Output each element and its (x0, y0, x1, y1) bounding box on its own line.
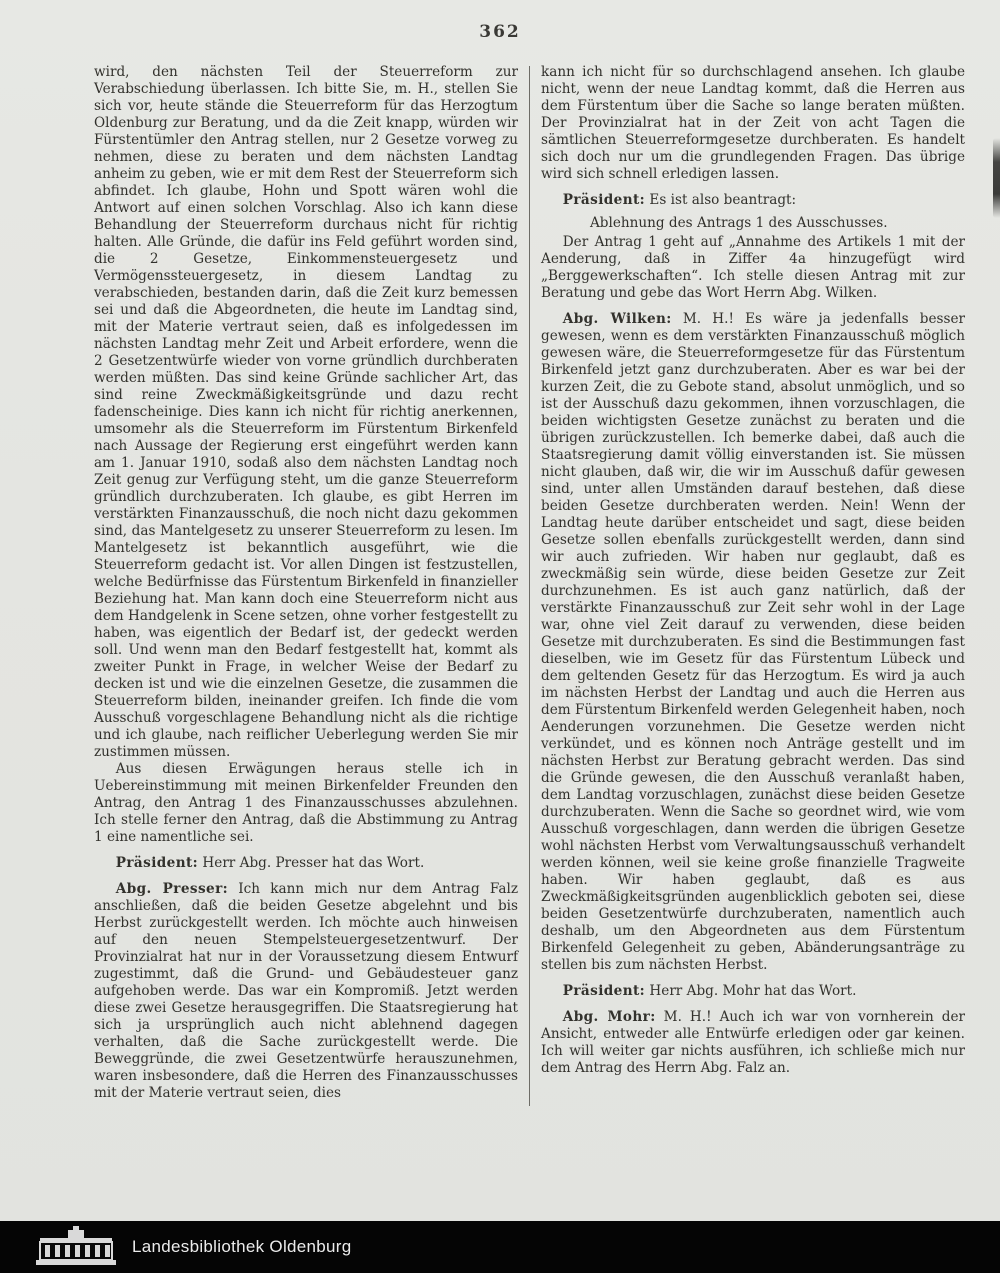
column-divider-rule (529, 66, 530, 1106)
speaker-label: Präsident: (562, 983, 646, 999)
paragraph: Abg. Mohr: M. H.! Auch ich war von vornherein der Ansicht, entweder alle Entwürfe erledigen oder gar keinen. Ich will weiter gar nichts ausführen, ich schließe mich nur dem Antrag des Herrn Abg. Falz an. (541, 1009, 965, 1076)
paragraph: Der Antrag 1 geht auf „Annahme des Artikels 1 mit der Aenderung, daß in Ziffer 4a hinzugefügt wird „Berggewerkschaften“. Ich stelle diesen Antrag mit zur Beratung und gebe das Wort Herrn Abg. Wilken. (541, 234, 965, 301)
right-column (541, 64, 965, 1106)
paragraph: Präsident: Es ist also beantragt: (562, 192, 797, 208)
library-banner-label: Landesbibliothek Oldenburg (132, 1237, 352, 1256)
speaker-label: Abg. Presser: (115, 881, 229, 897)
speaker-label: Präsident: (562, 192, 646, 208)
scan-edge-artifact (993, 138, 1000, 218)
paragraph: Ablehnung des Antrags 1 des Ausschusses. (589, 215, 888, 231)
speaker-label: Abg. Mohr: (562, 1009, 656, 1025)
paragraph: Abg. Wilken: M. H.! Es wäre ja jedenfalls besser gewesen, wenn es dem verstärkten Finanzausschuß möglich gewesen wäre, die Steuerreformgesetze für das Fürstentum Birkenfeld jetzt ganz durchzuberaten. Aber es war bei der kurzen Zeit, die zu Gebote stand, absolut unmöglich, und so ist der Ausschuß dazu gekommen, ihnen vorzuschlagen, die beiden wichtigsten Gesetze zunächst zu beraten und die übrigen zurückzustellen. Ich bemerke dabei, daß auch die Staatsregierung damit völlig einverstanden ist. Sie müssen nicht glauben, daß wir, die wir im Ausschuß dafür gewesen sind, unter allen Umständen darauf bestehen, daß diese beiden Gesetze durchberaten werden. Nein! Wenn der Landtag heute darüber entscheidet und sagt, diese beiden Gesetze sollen ebenfalls zurückgestellt werden, dann sind wir auch zufrieden. Wir haben nur geglaubt, daß es zweckmäßig sein würde, diese beiden Gesetze zur Zeit durchzunehmen. Es ist auch ganz natürlich, daß der verstärkte Finanzausschuß zur Zeit sehr wohl in der Lage war, ohne viel Zeit darauf zu verwenden, diese beiden Gesetze mit durchzuberaten. Es sind die Bestimmungen fast dieselben, wie im Gesetz für das Fürstentum Lübeck und dem geltenden Gesetz für das Herzogtum. Es wird ja auch im nächsten Herbst der Landtag und auch die Herren aus dem Fürstentum Birkenfeld werden Gelegenheit haben, noch Aenderungen vorzunehmen. Die Gesetze werden nicht verkündet, und es können noch Anträge gestellt und im nächsten Herbst zur Beratung gebracht werden. Das sind die Gründe gewesen, die den Ausschuß veranlaßt haben, dem Landtag vorzuschlagen, zunächst diese beiden Gesetze durchzuberaten. Wenn die Sache so geordnet wird, wie vom Ausschuß vorgeschlagen, dann werden die übrigen Gesetze wohl nächsten Herbst vom Verwaltungsausschuß verhandelt werden können, weil sie keine große finanzielle Tragweite haben. Wir haben geglaubt, daß es aus Zweckmäßigkeitsgründen augenblicklich geboten sei, diese beiden Gesetzentwürfe durchzuberaten, namentlich auch deshalb, um den Abgeordneten aus dem Fürstentum Birkenfeld Gelegenheit zu geben, Abänderungsanträge zu stellen bis zum nächsten Herbst. (541, 311, 965, 973)
library-building-icon (32, 1225, 120, 1269)
paragraph: Präsident: Herr Abg. Mohr hat das Wort. (562, 983, 857, 999)
left-column (94, 64, 518, 1106)
text-columns (0, 64, 1000, 1106)
paragraph: Abg. Presser: Ich kann mich nur dem Antrag Falz anschließen, daß die beiden Gesetze abgelehnt und bis Herbst zurückgestellt werden. Ich möchte auch hinweisen auf den neuen Stempelsteuergesetzentwurf. Der Provinzialrat hat nur in der Voraussetzung diesem Entwurf zugestimmt, daß die Grund- und Gebäudesteuer ganz aufgehoben werde. Das war ein Kompromiß. Jetzt werden diese zwei Gesetze herausgegriffen. Die Staatsregierung hat sich ja ursprünglich auch nicht ablehnend dagegen verhalten, daß die Sache zurückgestellt werde. Die Beweggründe, die zwei Gesetzentwürfe herauszunehmen, waren insbesondere, daß die Herren des Finanzausschusses mit der Materie vertraut seien, dies (94, 881, 518, 1101)
paragraph: Aus diesen Erwägungen heraus stelle ich in Uebereinstimmung mit meinen Birkenfelder Freunden den Antrag, den Antrag 1 des Finanzausschusses abzulehnen. Ich stelle ferner den Antrag, daß die Abstimmung zu Antrag 1 eine namentliche sei. (94, 761, 518, 845)
paragraph: kann ich nicht für so durchschlagend ansehen. Ich glaube nicht, wenn der neue Landtag kommt, daß die Herren aus dem Fürstentum über die Sache so lange beraten müßten. Der Provinzialrat hat in der Zeit von acht Tagen die sämtlichen Steuerreformgesetze durchberaten. Es handelt sich doch nur um die grundlegenden Fragen. Das übrige wird sich schnell erledigen lassen. (541, 64, 965, 182)
paragraph: Präsident: Herr Abg. Presser hat das Wort. (115, 855, 425, 871)
library-banner (0, 1221, 1000, 1273)
speaker-label: Präsident: (115, 855, 199, 871)
page-number: 362 (479, 22, 521, 42)
speaker-label: Abg. Wilken: (562, 311, 672, 327)
paragraph: wird, den nächsten Teil der Steuerreform zur Verabschiedung überlassen. Ich bitte Sie, m. H., stellen Sie sich vor, heute stände die Steuerreform für das Herzogtum Oldenburg zur Beratung, und da die Zeit knapp, würden wir Fürstentümler den Antrag stellen, nur 2 Gesetze vorweg zu nehmen, diese zu beraten und dem nächsten Landtag anheim zu geben, wie er mit dem Rest der Steuerreform sich abfindet. Ich glaube, Hohn und Spott wären wohl die Antwort auf einen solchen Vorschlag. Also ich kann diese Behandlung der Steuerreform durchaus nicht für richtig halten. Alle Gründe, die dafür ins Feld geführt worden sind, die 2 Gesetze, Einkommensteuergesetz und Vermögenssteuergesetz, in diesem Landtag zu verabschieden, bestanden darin, daß die Zeit kurz bemessen sei und daß die Abgeordneten, die heute im Landtag sind, mit der Materie vertraut seien, daß es infolgedessen im nächsten Landtag mehr Zeit und Arbeit erfordere, wenn die 2 Gesetzentwürfe wieder von vorne gründlich durchberaten werden müßten. Das sind keine Gründe sachlicher Art, das sind reine Zweckmäßigkeitsgründe und dazu recht fadenscheinige. Dies kann ich nicht für richtig anerkennen, umsomehr als die Steuerreform im Fürstentum Birkenfeld nach Aussage der Regierung erst eingeführt werden kann am 1. Januar 1910, sodaß also dem nächsten Landtag noch Zeit genug zur Verfügung steht, um die ganze Steuerreform gründlich durchzuberaten. Ich glaube, es gibt Herren im verstärkten Finanzausschuß, die noch nicht dazu gekommen sind, das Mantelgesetz zu unserer Steuerreform zu lesen. Im Mantelgesetz ist bekanntlich ausgeführt, wie die Steuerreform gedacht ist. Vor allen Dingen ist festzustellen, welche Bedürfnisse das Fürstentum Birkenfeld in finanzieller Beziehung hat. Man kann doch eine Steuerreform nicht aus dem Handgelenk in Scene setzen, ohne vorher festgestellt zu haben, was eigentlich der Bedarf ist, der gedeckt werden soll. Und wenn man den Bedarf festgestellt hat, kommt als zweiter Punkt in Frage, in welcher Weise der Bedarf zu decken ist und wie die einzelnen Gesetze, die zusammen die Steuerreform bilden, ineinander greifen. Ich finde die vom Ausschuß vorgeschlagene Behandlung nicht als die richtige und ich glaube, nach reiflicher Ueberlegung werden Sie mir zustimmen müssen. (94, 64, 518, 760)
